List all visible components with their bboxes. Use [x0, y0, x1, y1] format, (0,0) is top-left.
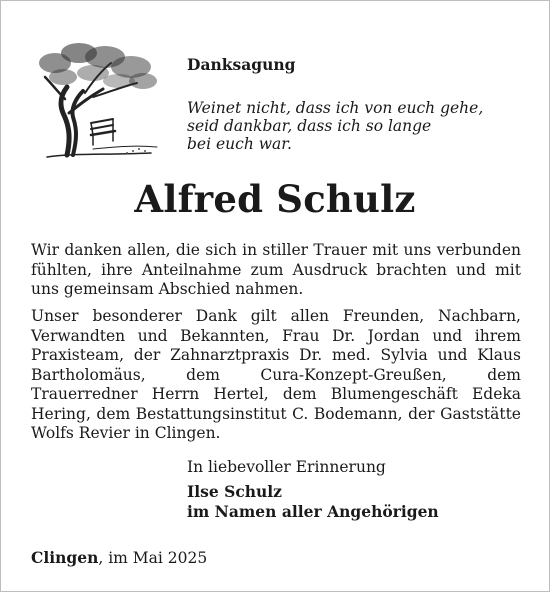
signature-line: Ilse Schulz	[187, 482, 282, 501]
signature-line: im Namen aller Angehörigen	[187, 502, 439, 521]
place: Clingen	[31, 548, 99, 567]
heading: Danksagung	[187, 55, 296, 74]
quote-line: bei euch war.	[187, 135, 292, 153]
thanks-paragraph: Wir danken allen, die sich in stiller Trauer mit uns verbunden fühlten, ihre Anteilnahme zum Ausdruck brachten und mit uns gemeinsam Abschied nahmen.	[31, 241, 521, 298]
quote	[187, 99, 483, 153]
place-date	[31, 548, 207, 567]
quote-line: seid dankbar, dass ich so lange	[187, 117, 432, 135]
signature-intro: In liebevoller Erinnerung	[187, 458, 386, 476]
date-text: , im Mai 2025	[98, 549, 208, 567]
deceased-name: Alfred Schulz	[134, 177, 416, 221]
signature	[187, 482, 439, 522]
special-thanks-paragraph: Unser besonderer Dank gilt allen Freunden, Nachbarn, Verwandten und Bekannten, Frau Dr. Jordan und ihrem Praxisteam, der Zahnarztpraxis Dr. med. Sylvia und Klaus Bartholomäus, dem Cura-Konzept-Greußen, dem Trauerredner Herrn Hertel, dem Blumengeschäft Edeka Hering, dem Bestattungsinstitut C. Bodemann, der Gaststätte Wolfs Revier in Clingen.	[31, 307, 521, 442]
quote-line: Weinet nicht, dass ich von euch gehe,	[187, 99, 484, 117]
tree-with-bench-icon	[33, 37, 163, 165]
